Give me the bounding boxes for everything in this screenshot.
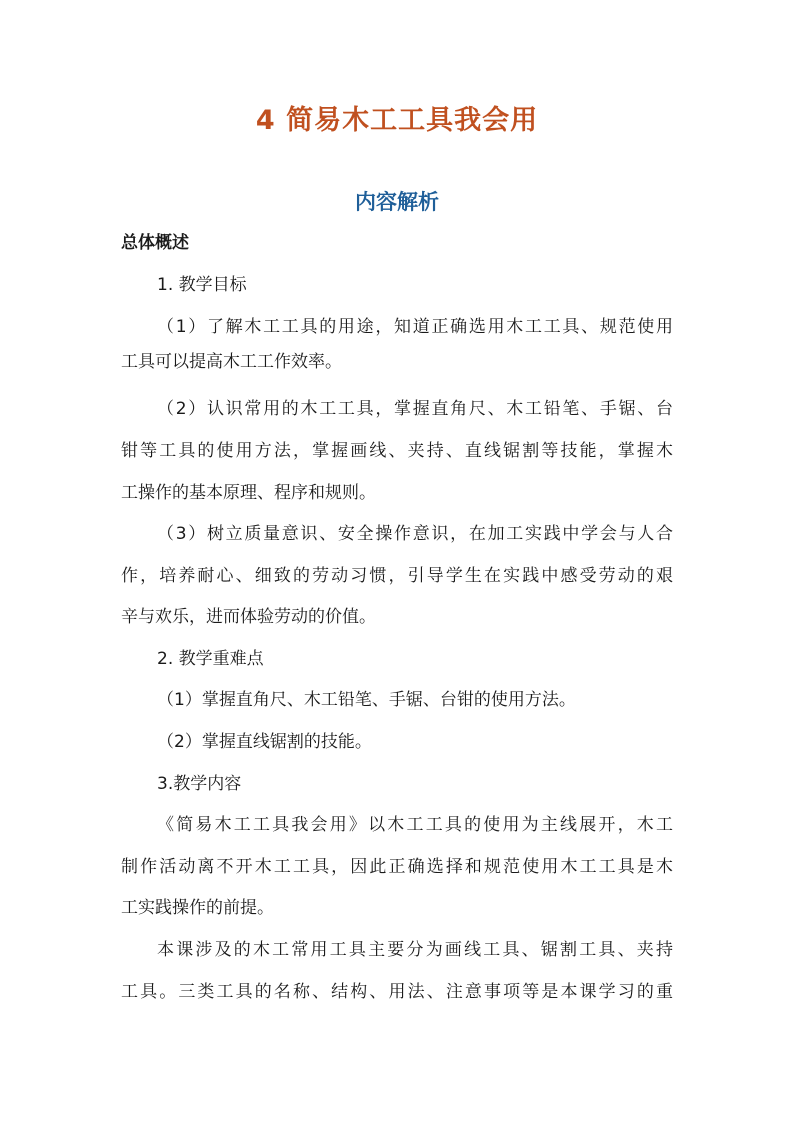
goal-2-line-1: （2）认识常用的木工工具，掌握直角尺、木工铅笔、手锯、台 bbox=[157, 399, 673, 419]
overview-heading: 总体概述 bbox=[121, 233, 189, 253]
content-1-line-3: 工实践操作的前提。 bbox=[121, 898, 274, 918]
goal-2-line-2: 钳等工具的使用方法，掌握画线、夹持、直线锯割等技能，掌握木 bbox=[121, 441, 673, 461]
content-1-line-1: 《简易木工工具我会用》以木工工具的使用为主线展开，木工 bbox=[157, 815, 673, 835]
goal-3-line-2: 作，培养耐心、细致的劳动习惯，引导学生在实践中感受劳动的艰 bbox=[121, 566, 673, 586]
goal-1-line-2: 工具可以提高木工工作效率。 bbox=[121, 352, 342, 372]
section-subtitle: 内容解析 bbox=[355, 190, 439, 214]
content-1-line-2: 制作活动离不开木工工具，因此正确选择和规范使用木工工具是木 bbox=[121, 857, 673, 877]
section-heading-goals: 1. 教学目标 bbox=[157, 275, 247, 295]
section-heading-key-points: 2. 教学重难点 bbox=[157, 649, 264, 669]
goal-3-line-3: 辛与欢乐，进而体验劳动的价值。 bbox=[121, 607, 376, 627]
content-2-line-1: 本课涉及的木工常用工具主要分为画线工具、锯割工具、夹持 bbox=[157, 940, 673, 960]
goal-2-line-3: 工操作的基本原理、程序和规则。 bbox=[121, 483, 376, 503]
section-heading-content: 3.教学内容 bbox=[157, 774, 242, 794]
goal-3-line-1: （3）树立质量意识、安全操作意识，在加工实践中学会与人合 bbox=[157, 524, 673, 544]
page-title: 4 简易木工工具我会用 bbox=[255, 105, 539, 136]
content-2-line-2: 工具。三类工具的名称、结构、用法、注意事项等是本课学习的重 bbox=[121, 982, 673, 1002]
key-point-2: （2）掌握直线锯割的技能。 bbox=[157, 732, 372, 752]
goal-1-line-1: （1）了解木工工具的用途，知道正确选用木工工具、规范使用 bbox=[157, 317, 673, 337]
key-point-1: （1）掌握直角尺、木工铅笔、手锯、台钳的使用方法。 bbox=[157, 690, 576, 710]
